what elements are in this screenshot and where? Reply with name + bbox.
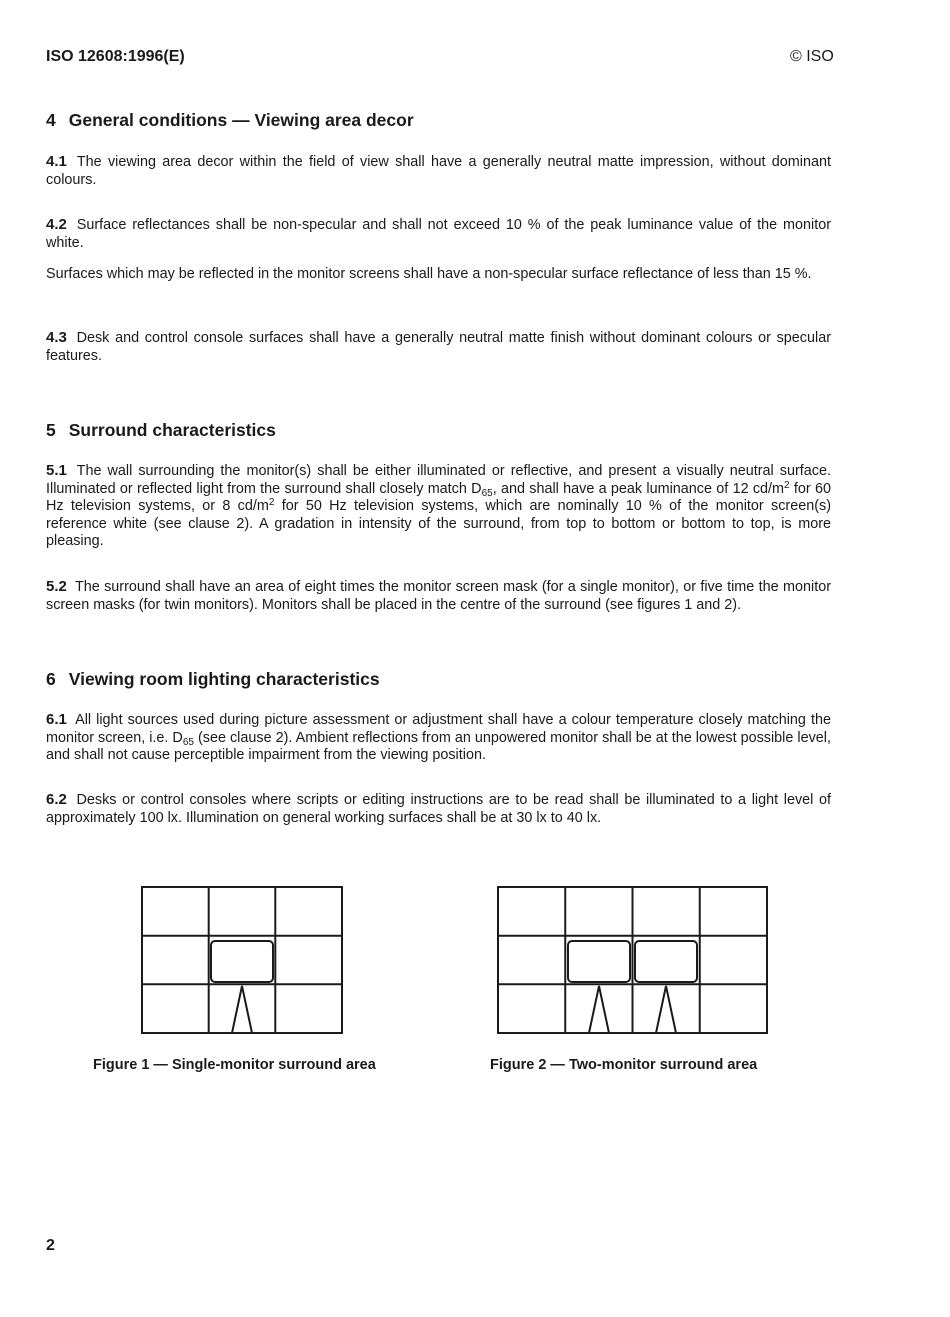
- clause-number: 4.1: [46, 153, 67, 170]
- monitor-screen-icon: [635, 941, 697, 982]
- section-6-heading: [46, 669, 380, 690]
- clause-number: 6.2: [46, 791, 67, 808]
- clause-text-part: , and shall have a peak luminance of 12 cd/m: [492, 480, 785, 497]
- superscript: 2: [268, 497, 275, 508]
- surround-grid-border: [142, 887, 342, 1033]
- figure-2-caption: Figure 2 — Two-monitor surround area: [490, 1057, 758, 1073]
- clause-text: Surfaces which may be reflected in the monitor screens shall have a non-specular surface reflectance of less than 15 %.: [46, 266, 812, 282]
- copyright-notice: © ISO: [790, 48, 834, 65]
- section-title: Surround characteristics: [68, 420, 276, 440]
- clause-number: 4.3: [46, 329, 67, 346]
- clause-text-part: (see clause 2). Ambient reflections from an unpowered monitor shall be at the lowest possible level, and shall not cause perceptible impairment from the viewing position.: [46, 729, 831, 763]
- section-number: 4: [46, 110, 56, 130]
- document-id: ISO 12608:1996(E): [46, 48, 185, 65]
- clause-text-part: for 60 Hz television systems, or 8 cd/m: [46, 480, 831, 514]
- clause-text: The viewing area decor within the field of view shall have a generally neutral matte impression, without dominant colours.: [46, 154, 831, 188]
- clause-number: 5.1: [46, 462, 67, 479]
- page-number: 2: [46, 1237, 55, 1254]
- clause-number: 6.1: [46, 711, 67, 728]
- section-title: Viewing room lighting characteristics: [68, 669, 380, 689]
- clause-6-2: [46, 791, 831, 827]
- clause-4-3: [46, 329, 831, 365]
- section-5-heading: [46, 420, 276, 441]
- clause-number: 4.2: [46, 216, 67, 233]
- monitor-screen-icon: [568, 941, 630, 982]
- monitor-stand-icon: [656, 986, 676, 1033]
- superscript: 2: [784, 479, 790, 491]
- clause-4-2-paragraph-2: [46, 266, 831, 284]
- section-number: 6: [46, 669, 56, 689]
- clause-text: Desks or control consoles where scripts or editing instructions are to be read shall be illuminated to a light level of approximately 100 lx. Illumination on general working surfaces shall be at 30 lx to 40 lx.: [46, 792, 831, 826]
- figure-1-caption: Figure 1 — Single-monitor surround area: [93, 1057, 376, 1073]
- clause-5-1: [46, 462, 831, 551]
- clause-number: 5.2: [46, 578, 67, 595]
- clause-4-2: [46, 216, 831, 252]
- clause-4-1: [46, 153, 831, 189]
- subscript: 65: [481, 487, 493, 499]
- clause-text: Surface reflectances shall be non-specular and shall not exceed 10 % of the peak luminance value of the monitor white.: [46, 217, 832, 251]
- clause-text-part: All light sources used during picture assessment or adjustment shall have a colour temperature closely matching the monitor screen, i.e. D: [46, 712, 831, 746]
- monitor-screen-icon: [211, 941, 273, 982]
- figure-2-diagram: [496, 885, 769, 1035]
- subscript: 65: [182, 736, 194, 748]
- monitor-stand-icon: [232, 986, 252, 1033]
- clause-text: The surround shall have an area of eight times the monitor screen mask (for a single monitor), or five time the monitor screen masks (for twin monitors). Monitors shall be placed in the centre of the surround (see figures 1 and 2).: [46, 579, 831, 613]
- section-title: General conditions — Viewing area decor: [68, 110, 414, 130]
- monitor-stand-icon: [589, 986, 609, 1033]
- clause-5-2: [46, 578, 831, 614]
- section-4-heading: [46, 110, 414, 131]
- clause-text: Desk and control console surfaces shall have a generally neutral matte finish without dominant colours or specular features.: [46, 330, 832, 364]
- clause-text-part: for 50 Hz television systems, which are nominally 10 % of the monitor screen(s) reference white (see clause 2). A gradation in intensity of the surround, from top to bottom or bottom to top, is more pleasing.: [46, 498, 831, 549]
- clause-text-part: The wall surrounding the monitor(s) shall be either illuminated or reflective, and present a visually neutral surface. Illuminated or reflected light from the surround shall closely match D: [46, 463, 831, 497]
- figure-1-diagram: [140, 885, 344, 1035]
- clause-6-1: [46, 711, 831, 765]
- section-number: 5: [46, 420, 56, 440]
